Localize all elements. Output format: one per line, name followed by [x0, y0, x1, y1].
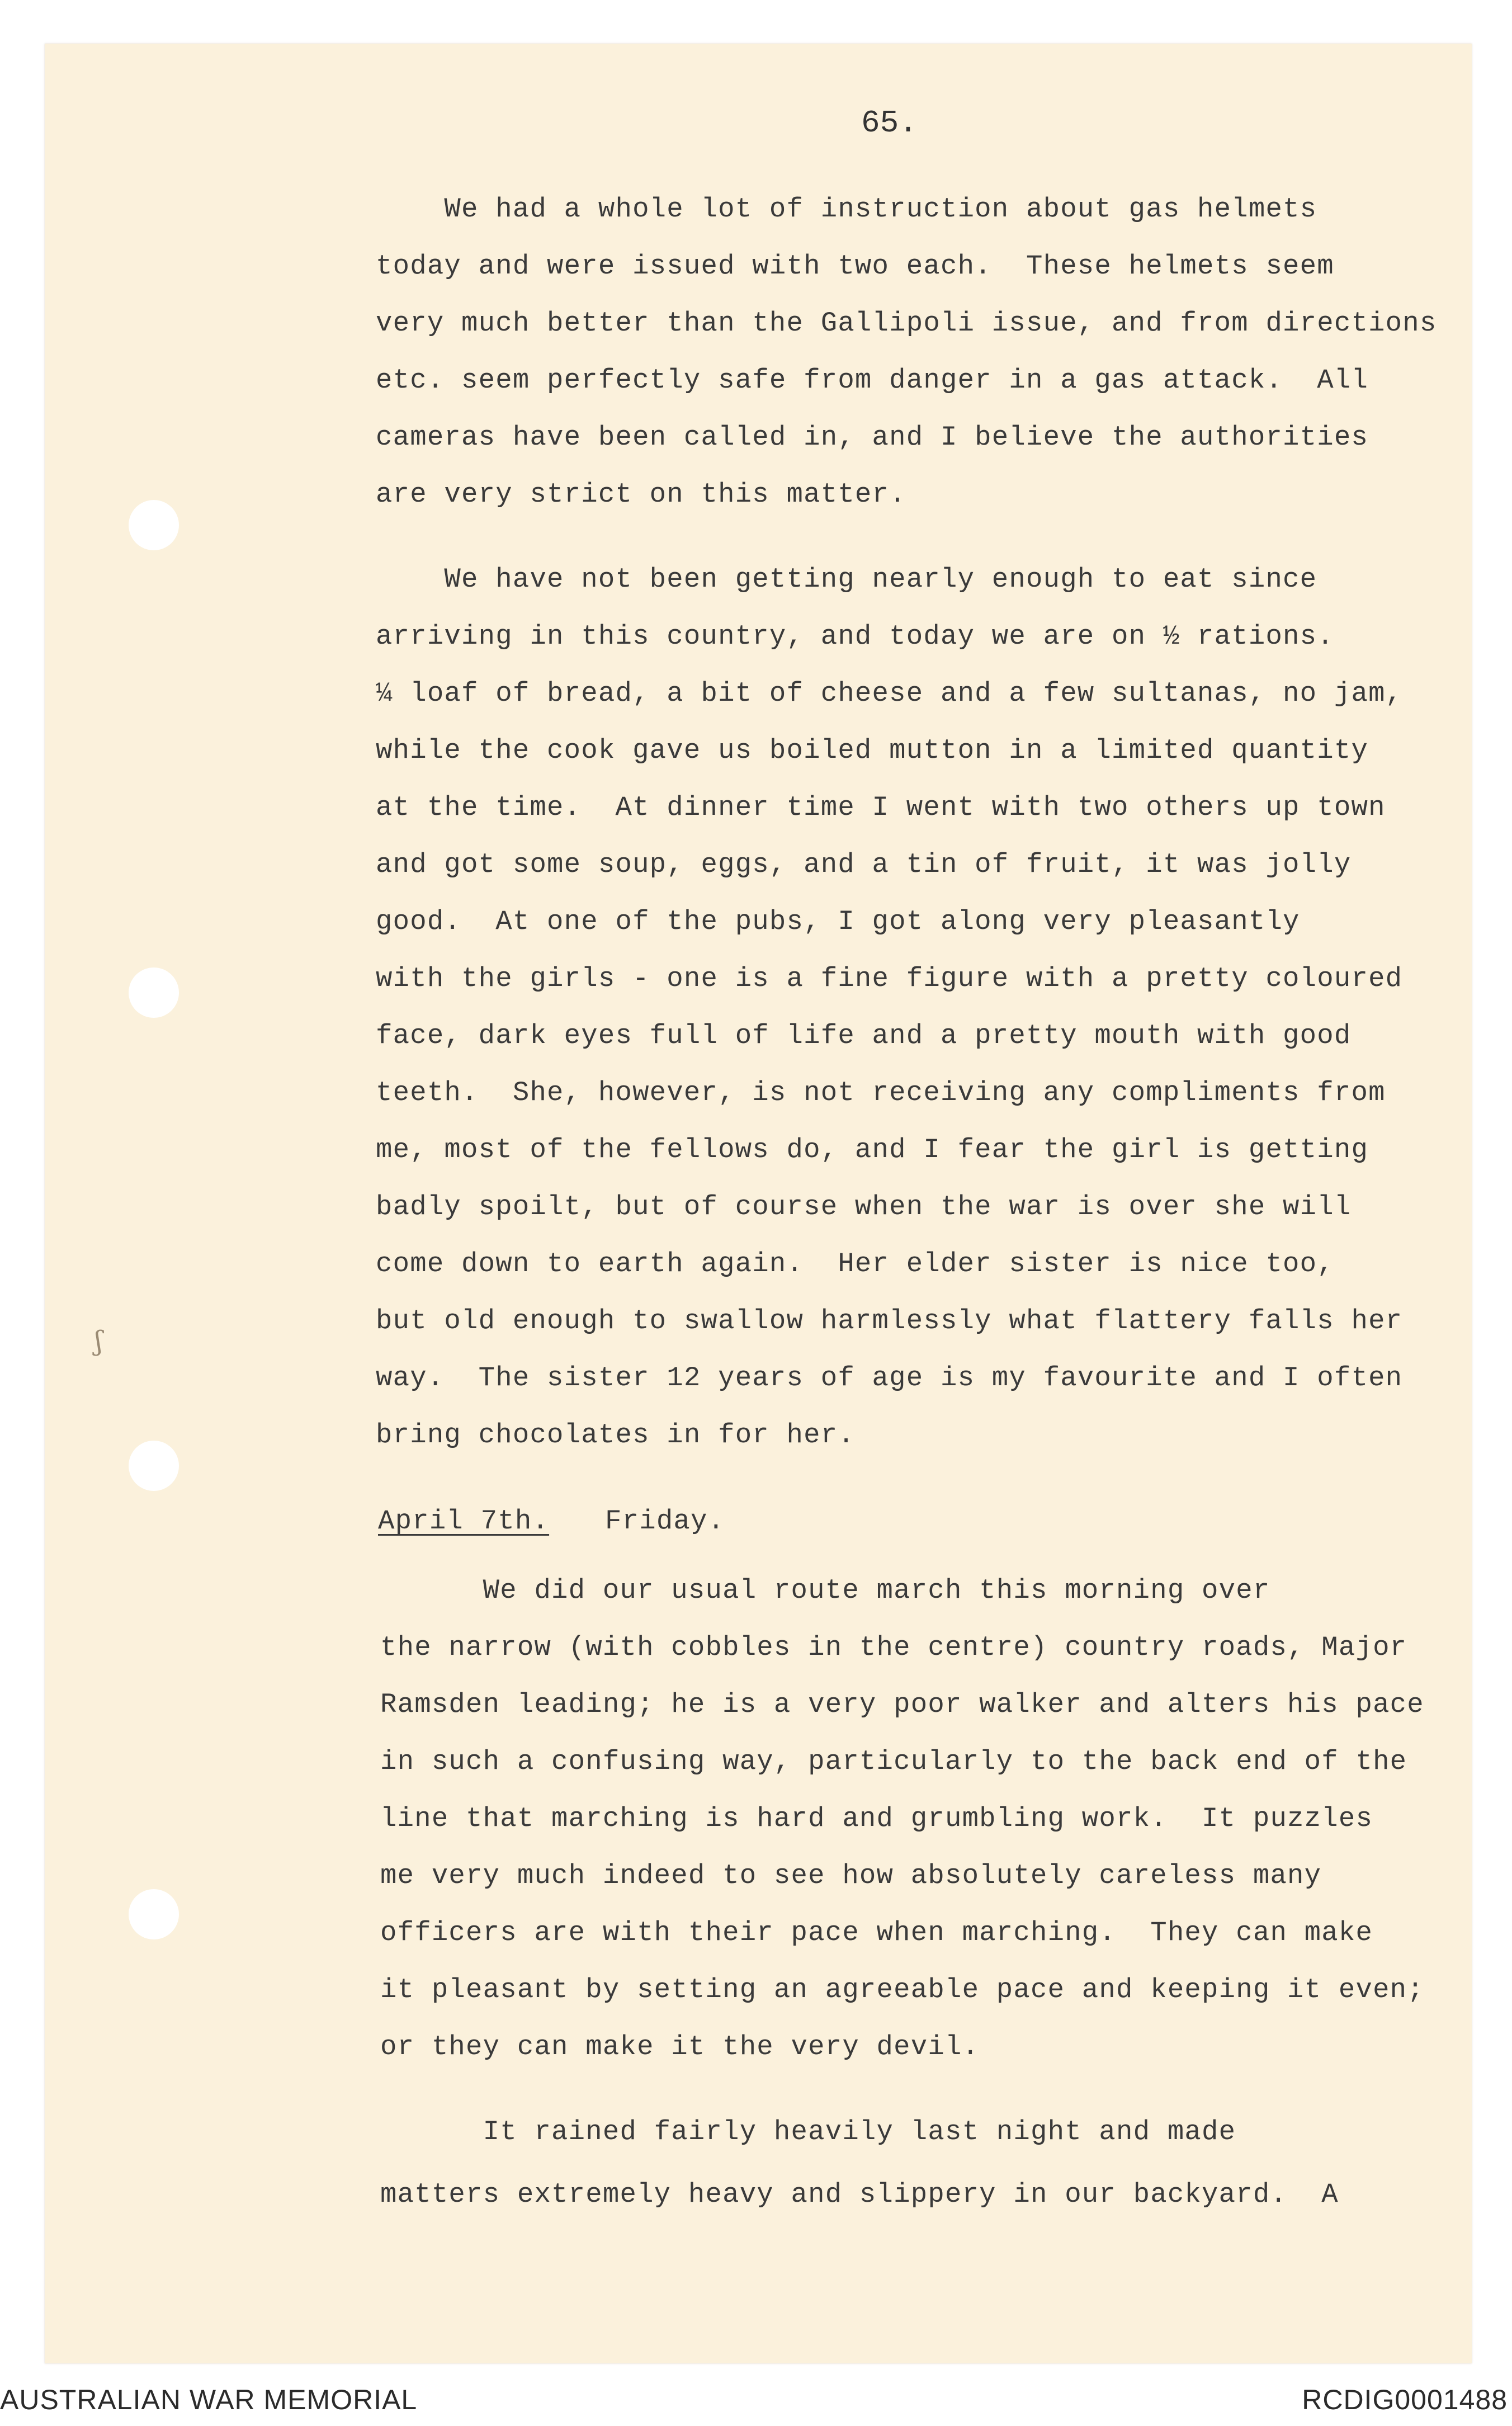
text-line: face, dark eyes full of life and a pretty mouth with good	[376, 1020, 1352, 1051]
text-line: very much better than the Gallipoli issue, and from directions	[376, 308, 1437, 339]
text-line: at the time. At dinner time I went with two others up town	[376, 792, 1386, 823]
text-line: etc. seem perfectly safe from danger in a gas attack. All	[376, 365, 1369, 396]
text-line: bring chocolates in for her.	[376, 1419, 855, 1451]
text-line: officers are with their pace when marching. They can make	[380, 1917, 1373, 1948]
text-line: cameras have been called in, and I believe the authorities	[376, 422, 1369, 453]
text-line: the narrow (with cobbles in the centre) country roads, Major	[380, 1632, 1407, 1663]
punch-hole	[129, 1889, 179, 1939]
text-line: and got some soup, eggs, and a tin of fruit, it was jolly	[376, 849, 1352, 880]
text-line: today and were issued with two each. These helmets seem	[376, 251, 1334, 282]
text-line: It rained fairly heavily last night and made	[380, 2116, 1236, 2147]
text-line: with the girls - one is a fine figure with a pretty coloured	[376, 963, 1403, 994]
text-line: teeth. She, however, is not receiving any compliments from	[376, 1077, 1386, 1108]
footer-institution: AUSTRALIAN WAR MEMORIAL	[0, 2384, 418, 2415]
text-line: good. At one of the pubs, I got along very pleasantly	[376, 906, 1300, 937]
pencil-mark: ʃ	[95, 1325, 103, 1357]
text-line: it pleasant by setting an agreeable pace and keeping it even;	[380, 1974, 1424, 2005]
text-line: in such a confusing way, particularly to the back end of the	[380, 1746, 1407, 1777]
page-number: 65.	[861, 105, 918, 141]
text-line: matters extremely heavy and slippery in our backyard. A	[380, 2179, 1339, 2210]
text-line: while the cook gave us boiled mutton in a limited quantity	[376, 735, 1369, 766]
punch-hole	[129, 1441, 179, 1491]
text-line: or they can make it the very devil.	[380, 2031, 980, 2062]
date-heading: April 7th.	[378, 1505, 550, 1537]
day-heading: Friday.	[605, 1505, 725, 1537]
punch-hole	[129, 967, 179, 1018]
text-line: come down to earth again. Her elder sister is nice too,	[376, 1248, 1334, 1280]
footer-record-id: RCDIG0001488	[1302, 2384, 1508, 2415]
text-line: We had a whole lot of instruction about gas helmets	[376, 193, 1317, 225]
text-line: are very strict on this matter.	[376, 479, 906, 510]
text-line: ¼ loaf of bread, a bit of cheese and a few sultanas, no jam,	[376, 678, 1403, 709]
text-line: way. The sister 12 years of age is my favourite and I often	[376, 1362, 1403, 1394]
text-line: me, most of the fellows do, and I fear the girl is getting	[376, 1134, 1369, 1165]
text-line: Ramsden leading; he is a very poor walker and alters his pace	[380, 1689, 1424, 1720]
text-line: We have not been getting nearly enough to eat since	[376, 564, 1317, 595]
text-line: badly spoilt, but of course when the war is over she will	[376, 1191, 1352, 1223]
text-line: We did our usual route march this morning over	[380, 1575, 1270, 1606]
text-line: arriving in this country, and today we are on ½ rations.	[376, 621, 1334, 652]
text-line: me very much indeed to see how absolutely careless many	[380, 1860, 1322, 1891]
punch-hole	[129, 500, 179, 550]
text-line: line that marching is hard and grumbling work. It puzzles	[380, 1803, 1373, 1834]
text-line: but old enough to swallow harmlessly what flattery falls her	[376, 1305, 1403, 1337]
